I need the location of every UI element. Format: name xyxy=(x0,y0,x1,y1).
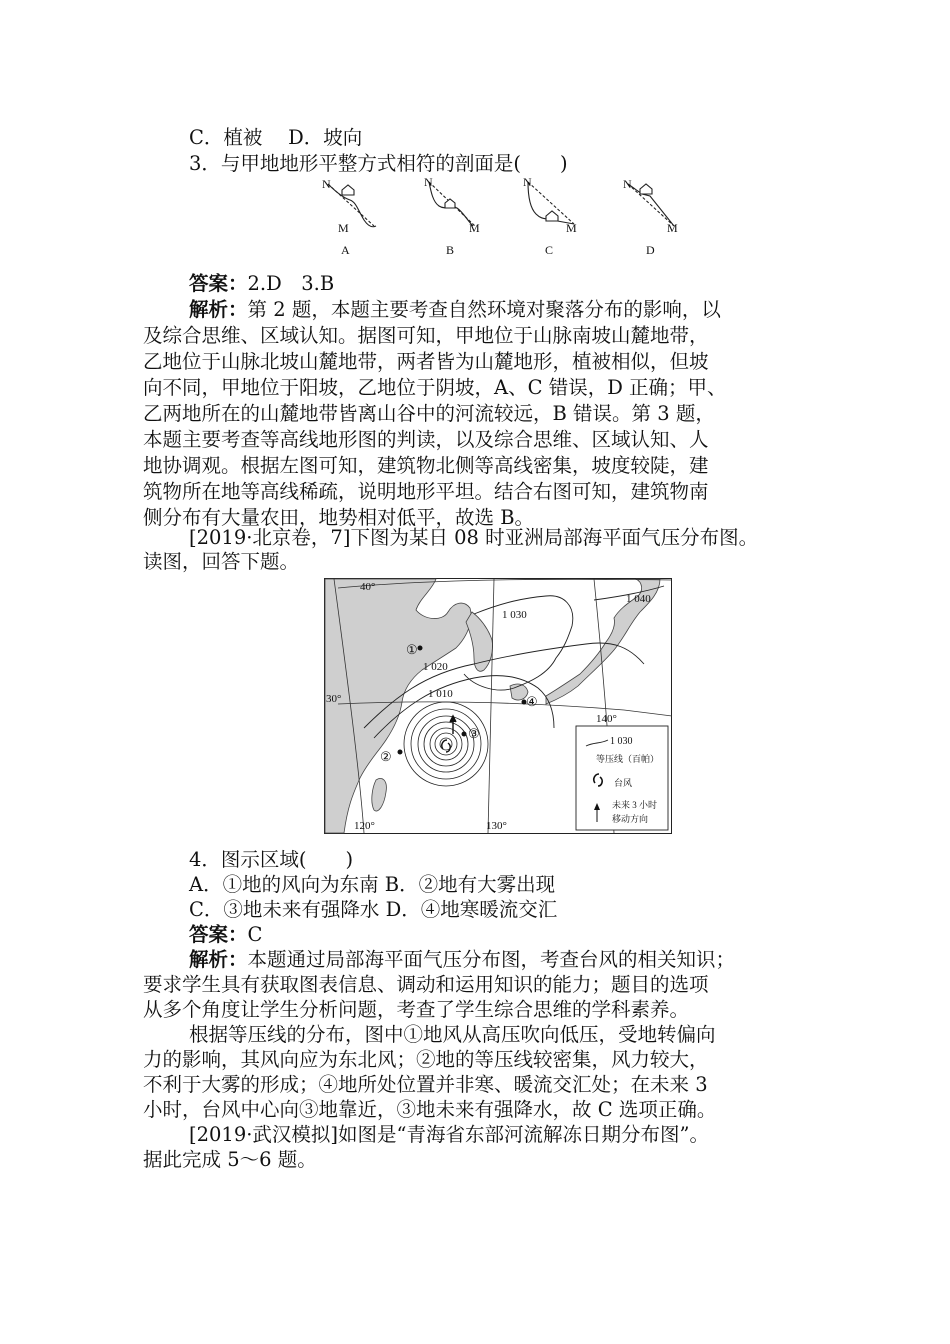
answer-4: 答案：C xyxy=(189,923,263,946)
point-4: ④ xyxy=(526,694,538,709)
analysis-4-line-0: 解析：本题通过局部海平面气压分布图，考查台风的相关知识； xyxy=(189,948,736,971)
svg-text:N: N xyxy=(322,177,331,191)
lon-130: 130° xyxy=(486,820,507,832)
analysis-23-line-6: 地协调观。根据左图可知，建筑物北侧等高线密集，坡度较陡，建 xyxy=(143,454,709,477)
svg-text:M: M xyxy=(469,221,480,235)
intro-wuhan-line-1: 据此完成 5～6 题。 xyxy=(143,1148,317,1171)
legend-move-label-1: 未来 3 小时 xyxy=(612,800,658,810)
lat-30: 30° xyxy=(326,693,342,705)
answer-23: 答案：2.D 3.B xyxy=(189,272,335,295)
legend-move-label-2: 移动方向 xyxy=(612,814,649,824)
lon-140: 140° xyxy=(596,713,617,725)
profile-label-b: B xyxy=(446,243,455,257)
svg-text:M: M xyxy=(667,221,678,235)
legend-isobar-value: 1 030 xyxy=(610,736,633,747)
isobar-1020: 1 020 xyxy=(423,661,448,673)
svg-text:N: N xyxy=(424,176,433,189)
q4-options-cd: C．③地未来有强降水 D．④地寒暖流交汇 xyxy=(189,898,558,921)
explain-4-line-1: 力的影响，其风向应为东北风；②地的等压线较密集，风力较大， xyxy=(143,1048,709,1071)
analysis-23-line-0: 解析：第 2 题，本题主要考查自然环境对聚落分布的影响，以 xyxy=(189,298,721,321)
analysis-23-line-3: 向不同，甲地位于阳坡，乙地位于阴坡，A、C 错误，D 正确；甲、 xyxy=(143,376,727,399)
analysis-23-line-5: 本题主要考查等高线地形图的判读，以及综合思维、区域认知、人 xyxy=(143,428,709,451)
map-legend xyxy=(576,726,668,830)
analysis-23-line-7: 筑物所在地等高线稀疏，说明地形平坦。结合右图可知，建筑物南 xyxy=(143,480,709,503)
intro-beijing-line-1: 读图，回答下题。 xyxy=(143,550,300,573)
legend-typhoon-label: 台风 xyxy=(614,778,633,788)
q3-stem: 3．与甲地地形平整方式相符的剖面是( ) xyxy=(189,152,568,175)
q4-stem: 4．图示区域( ) xyxy=(189,848,354,871)
q2-options-cd: C．植被 D．坡向 xyxy=(189,126,363,149)
analysis-23-line-2: 乙地位于山脉北坡山麓地带，两者皆为山麓地形，植被相似，但坡 xyxy=(143,350,709,373)
profile-d xyxy=(628,184,674,226)
point-1: ① xyxy=(406,642,418,657)
svg-text:N: N xyxy=(623,177,632,191)
point-3: ③ xyxy=(468,726,480,741)
profile-a xyxy=(328,184,376,227)
lon-120: 120° xyxy=(354,820,375,832)
analysis-23-line-1: 及综合思维、区域认知。据图可知，甲地位于山脉南坡山麓地带， xyxy=(143,324,709,347)
legend-isobar-label: 等压线（百帕） xyxy=(596,754,660,764)
q4-options-ab: A．①地的风向为东南 B．②地有大雾出现 xyxy=(189,873,556,896)
profile-b xyxy=(429,182,475,226)
profile-label-c: C xyxy=(545,243,554,257)
point-2: ② xyxy=(380,749,392,764)
svg-text:N: N xyxy=(523,176,532,189)
q3-profile-figure xyxy=(310,176,700,260)
isobar-1010: 1 010 xyxy=(428,688,453,700)
pressure-map xyxy=(324,578,672,834)
analysis-4-line-1: 要求学生具有获取图表信息、调动和运用知识的能力；题目的选项 xyxy=(143,973,709,996)
profile-c xyxy=(528,182,574,224)
analysis-4-line-2: 从多个角度让学生分析问题，考查了学生综合思维的学科素养。 xyxy=(143,998,690,1021)
svg-text:M: M xyxy=(338,221,349,235)
explain-4-line-0: 根据等压线的分布，图中①地风从高压吹向低压，受地转偏向 xyxy=(189,1023,716,1046)
profile-label-a: A xyxy=(341,243,350,257)
analysis-23-line-4: 乙两地所在的山麓地带皆离山谷中的河流较远，B 错误。第 3 题， xyxy=(143,402,715,425)
svg-text:M: M xyxy=(566,221,577,235)
isobar-1040: 1 040 xyxy=(626,593,651,605)
explain-4-line-2: 不利于大雾的形成；④地所处位置并非寒、暖流交汇处；在未来 3 xyxy=(143,1073,708,1096)
explain-4-line-3: 小时，台风中心向③地靠近，③地未来有强降水，故 C 选项正确。 xyxy=(143,1098,717,1121)
profile-label-d: D xyxy=(646,243,655,257)
lat-40: 40° xyxy=(360,581,376,593)
intro-wuhan-line-0: [2019·武汉模拟]如图是“青海省东部河流解冻日期分布图”。 xyxy=(189,1123,709,1146)
intro-beijing-line-0: [2019·北京卷，7]下图为某日 08 时亚洲局部海平面气压分布图。 xyxy=(189,526,759,549)
isobar-1030: 1 030 xyxy=(502,609,527,621)
analysis-23-line-8: 侧分布有大量农田，地势相对低平，故选 B。 xyxy=(143,506,535,529)
